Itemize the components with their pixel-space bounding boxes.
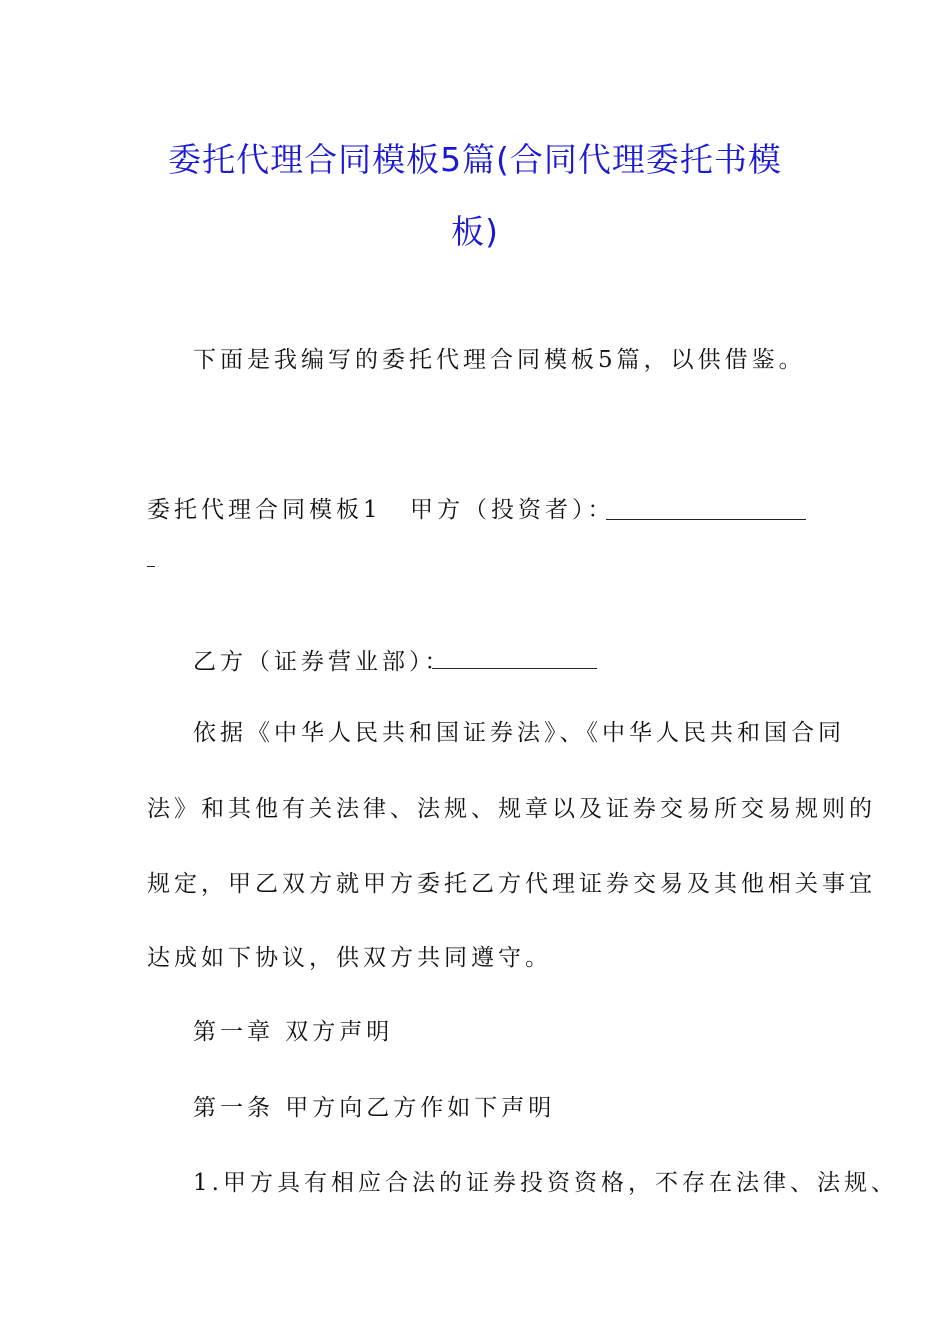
basis-paragraph-line-3: 规定，甲乙双方就甲方委托乙方代理证券交易及其他相关事宜	[147, 871, 876, 897]
party-a-blank	[606, 497, 806, 520]
intro-paragraph: 下面是我编写的委托代理合同模板5篇，以供借鉴。	[193, 347, 806, 373]
party-b-blank	[432, 646, 597, 669]
party-b-label: 乙方（证券营业部）：	[193, 649, 452, 675]
basis-paragraph-line-2: 法》和其他有关法律、法规、规章以及证券交易所交易规则的	[147, 796, 876, 822]
party-a-blank-overflow	[147, 566, 155, 567]
document-title-line-2: 板)	[451, 212, 499, 251]
chapter-1-heading: 第一章 双方声明	[193, 1019, 394, 1045]
party-a-label: 甲方（投资者）：	[410, 497, 615, 523]
basis-paragraph-line-4: 达成如下协议，供双方共同遵守。	[147, 945, 552, 971]
article-1-heading: 第一条 甲方向乙方作如下声明	[193, 1095, 556, 1121]
template-1-heading: 委托代理合同模板1	[147, 497, 382, 523]
basis-paragraph-line-1: 依据《中华人民共和国证券法》、《中华人民共和国合同	[193, 720, 845, 746]
document-title-line-1: 委托代理合同模板5篇(合同代理委托书模	[168, 140, 782, 179]
item-1-text: 1.甲方具有相应合法的证券投资资格，不存在法律、法规、	[193, 1170, 898, 1196]
